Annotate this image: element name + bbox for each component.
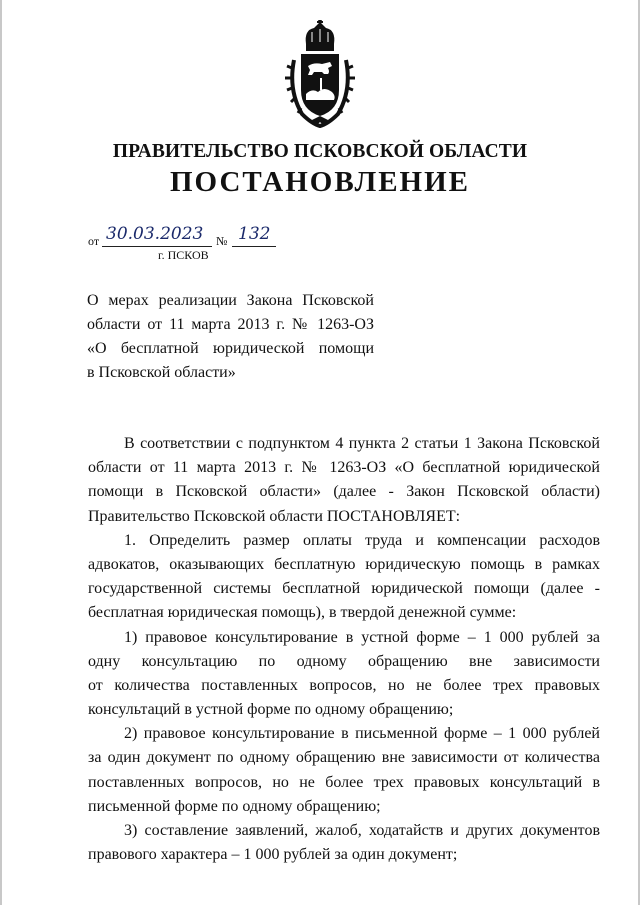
government-title: ПРАВИТЕЛЬСТВО ПСКОВСКОЙ ОБЛАСТИ — [112, 141, 528, 162]
date-underline — [102, 246, 212, 247]
body-line: Правительство Псковской области ПОСТАНОВЛЯЕТ: — [88, 507, 461, 525]
city-label: г. ПСКОВ — [158, 248, 209, 262]
body-line: одну консультацию по одному обращению вне зависимости — [88, 652, 600, 670]
body-line: адвокатов, оказывающих бесплатную юридическую помощь в рамках — [88, 555, 600, 573]
body-line: В соответствии с подпунктом 4 пункта 2 статьи 1 Закона Псковской — [124, 435, 600, 452]
body-line: бесплатная юридическая помощь), в твердой денежной сумме: — [88, 604, 517, 622]
body-line: правового характера – 1 000 рублей за один документ; — [88, 846, 458, 864]
number-underline — [232, 246, 276, 247]
body-line: области от 11 марта 2013 г. № 1263-ОЗ «О бесплатной юридической — [88, 459, 600, 477]
handwritten-number: 132 — [238, 224, 271, 244]
body-line: 1. Определить размер оплаты труда и компенсации расходов — [124, 531, 600, 549]
body-line: поставленных вопросов, но не более трех правовых консультаций в — [88, 773, 600, 791]
document-type-title: ПОСТАНОВЛЕНИЕ — [169, 166, 470, 198]
document-subject — [87, 289, 374, 385]
pskov-coat-of-arms-emblem — [284, 20, 356, 128]
body-line: 1) правовое консультирование в устной форме – 1 000 рублей за — [124, 628, 600, 646]
body-line: 2) правовое консультирование в письменной форме – 1 000 рублей — [124, 725, 600, 743]
document-body — [88, 432, 600, 867]
body-line: 3) составление заявлений, жалоб, ходатайств и других документов — [124, 822, 600, 839]
handwritten-date: 30.03.2023 — [106, 224, 204, 244]
subject-line: области от 11 марта 2013 г. № 1263-ОЗ — [87, 316, 374, 333]
subject-line: «О бесплатной юридической помощи — [87, 340, 374, 357]
body-line: от количества поставленных вопросов, но не более трех правовых — [88, 676, 600, 694]
date-label: от — [88, 234, 100, 248]
scan-edge-left — [0, 0, 2, 905]
body-line: письменной форме по одному обращению; — [88, 797, 381, 815]
subject-line: О мерах реализации Закона Псковской — [87, 292, 374, 309]
body-line: государственной системы бесплатной юридической помощи (далее - — [88, 580, 600, 598]
number-label: № — [216, 234, 228, 248]
subject-line: в Псковской области» — [87, 364, 236, 381]
body-line: помощи в Псковской области» (далее - Закон Псковской области) — [88, 483, 600, 501]
body-line: за один документ по одному обращению вне зависимости от количества — [88, 749, 600, 767]
body-line: консультаций в устной форме по одному обращению; — [88, 701, 454, 719]
